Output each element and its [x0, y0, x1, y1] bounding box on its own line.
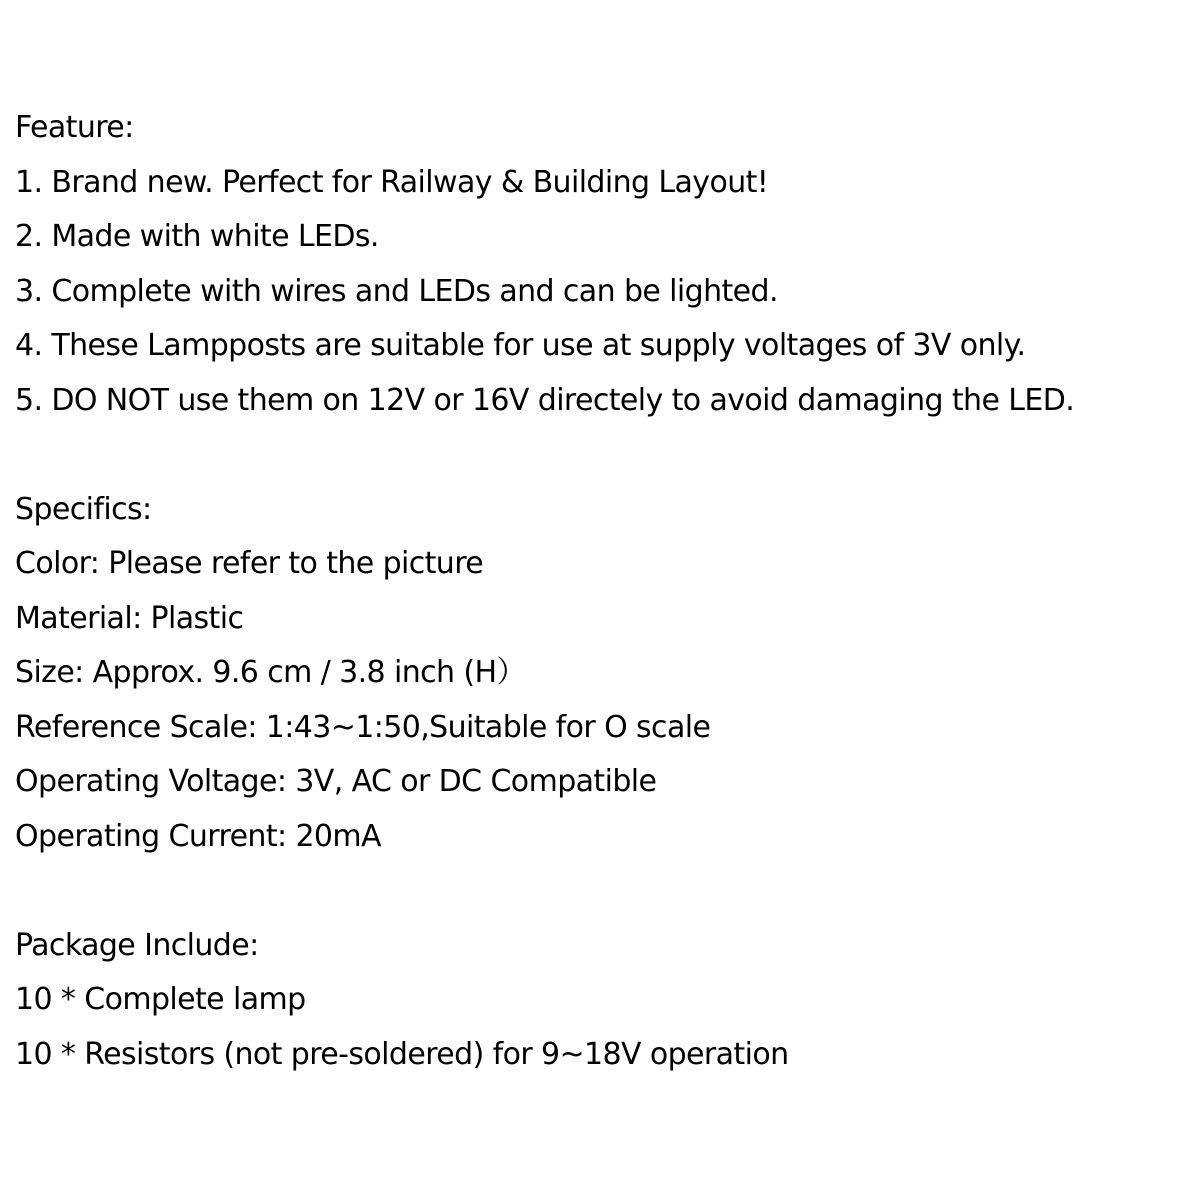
section-spacer [15, 864, 1195, 919]
feature-item: 5. DO NOT use them on 12V or 16V directely to avoid damaging the LED. [15, 382, 1075, 418]
spec-material: Material: Plastic [15, 600, 244, 636]
package-item: 10 * Complete lamp [15, 982, 306, 1017]
feature-item: 1. Brand new. Perfect for Railway & Building Layout! [15, 164, 769, 200]
feature-item: 3. Complete with wires and LEDs and can be lighted. [15, 273, 778, 309]
package-heading: Package Include: [15, 927, 259, 963]
spec-reference-scale: Reference Scale: 1:43~1:50,Suitable for O scale [15, 709, 711, 745]
product-description [15, 101, 1195, 1082]
section-spacer [15, 428, 1195, 483]
feature-item: 2. Made with white LEDs. [15, 219, 379, 254]
feature-section [15, 101, 1195, 428]
feature-heading: Feature: [15, 110, 134, 145]
specifics-heading: Specifics: [15, 491, 152, 527]
package-item: 10 * Resistors (not pre-soldered) for 9~18V operation [15, 1036, 789, 1072]
spec-operating-voltage: Operating Voltage: 3V, AC or DC Compatible [15, 764, 657, 799]
spec-operating-current: Operating Current: 20mA [15, 818, 381, 854]
spec-color: Color: Please refer to the picture [15, 546, 484, 581]
spec-size: Size: Approx. 9.6 cm / 3.8 inch (H） [15, 655, 526, 690]
feature-item: 4. These Lampposts are suitable for use at supply voltages of 3V only. [15, 328, 1026, 363]
specifics-section [15, 483, 1195, 865]
package-section [15, 919, 1195, 1083]
